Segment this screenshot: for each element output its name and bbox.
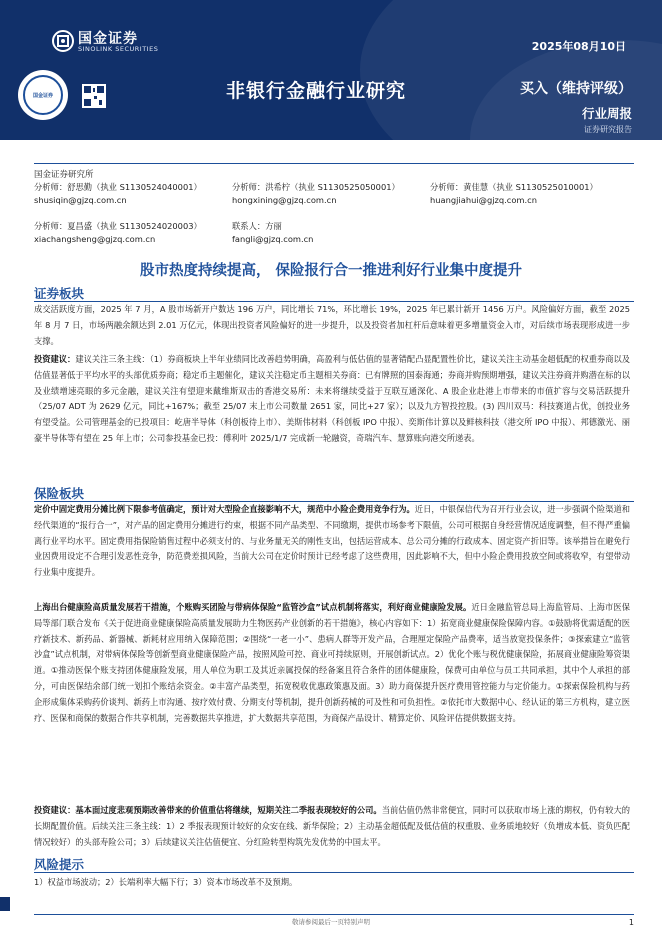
advice-label: 投资建议： [34, 354, 76, 364]
analyst-label: 联系人：方丽 [232, 221, 282, 231]
analyst-entry [232, 181, 400, 207]
advice-label: 投资建议：基本面过度悲观预期改善带来的价值重估将继续，短期关注二季报表现较好的公司。 [34, 805, 382, 815]
footer-disclaimer: 敬请参阅最后一页特别声明 [292, 918, 370, 926]
analyst-label: 分析师：洪希柠（执业 S1130525050001） [232, 182, 400, 192]
analyst-entry [34, 220, 202, 246]
report-date: 2025年08月10日 [531, 40, 626, 53]
section-title-securities: 证券板块 [34, 286, 85, 301]
header-divider [34, 163, 634, 164]
analyst-entry [430, 181, 598, 207]
report-type: 行业周报 [581, 106, 632, 121]
advice-text: 建议关注三条主线：（1）券商板块上半年业绩同比改善趋势明确，高盈利与低估值的显著错配凸显配置性价比，建议关注主动基金超低配的权重券商以及估值显著低于平均水平的头部优质券商；稳定币主题催化，建议关注稳定币主题相关券商：已有牌照的国泰海通；券商并购预期增强，建议关注券商并购潜在标的以及业绩增速亮眼的多元金融，建议关注有望迎来戴维斯双击的香港交易所：未来将继续受益于互联互通深化、A 股企业赴港上市带来的市值扩容与交易活跃提升（25/07 ADT 为 2629 亿元，同比+167%；截至 25/07 末上市公司数量 2651 家，同比+27 家）；以及九方智投控股。(3) 四川双马：科技赛道占优，创投业务有望受益。公司管理基金的已投项目：屹唐半导体（科创板待上市）、美斯伟材料（科创板 IPO 中报）、奕斯伟计算以及鲜核科技（港交所 IPO 中报）、邦德激光、丽豪半导体等有望在 25 年上市；公司参投基金已投：傅利叶 2025/1/7 完成新一轮融资，奇瑞汽车、慧算账向港交所递表。 [34, 354, 631, 443]
insurance-paragraph-shanghai [34, 600, 630, 726]
paragraph-text: 近日，中银保信代为召开行业会议，进一步强调个险渠道和经代渠道的“报行合一”，对产品的固定费用分摊进行约束，根据不同产品类型、不同缴期，提供市场参考下限值，公司可根据自身经营情况适度调整，但不得严重偏离行业平均水平。固定费用指保险销售过程中必须支付的、与业务量无关的刚性支出，包括运营成本、总公司分摊的行政成本、固定资产折旧等。该举措旨在避免行业因费用设定不合理引发恶性竞争，防范费差损风险，当前大公司在定价时预计已经考虑了这些费用，因此影响不大，但中小险企费用投放空间或将收窄，有望带动行业集中度提升。 [34, 504, 631, 578]
institute-name: 国金证券研究所 [34, 170, 94, 180]
insurance-investment-advice [34, 803, 630, 850]
page-number: 1 [628, 918, 634, 927]
securities-investment-advice [34, 352, 630, 447]
logo-english-name: SINOLINK SECURITIES [78, 45, 159, 53]
header-banner [0, 0, 662, 140]
section-divider [34, 872, 634, 873]
analyst-email[interactable]: shusiqin@gjzq.com.cn [34, 195, 127, 205]
analyst-label: 分析师：黄佳慧（执业 S1130525010001） [430, 182, 598, 192]
analyst-email[interactable]: hongxining@gjzq.com.cn [232, 195, 337, 205]
company-seal [18, 70, 68, 120]
analyst-email[interactable]: fangli@gjzq.com.cn [232, 234, 314, 244]
sinolink-logo-icon [52, 30, 74, 52]
section-title-risk: 风险提示 [34, 857, 85, 872]
risk-paragraph: 1）权益市场波动；2）长端利率大幅下行；3）资本市场改革不及预期。 [34, 877, 298, 887]
department-label: 证券研究报告 [584, 125, 632, 134]
logo-name: 国金证券 [78, 31, 138, 47]
report-title: 非银行金融行业研究 [226, 80, 407, 102]
analyst-entry [34, 181, 202, 207]
analyst-label: 分析师：夏昌盛（执业 S1130524020003） [34, 221, 202, 231]
footer-divider [34, 914, 634, 915]
seal-text: 国金证券 [32, 93, 53, 99]
advice-text: 当前估值仍然非常便宜，同时可以获取市场上涨的期权，仍有较大的长期配置价值。后续关注三条主线：1）2 季报表现预计较好的众安在线、新华保险；2）主动基金超低配及低估值的权重股、业务质地较好（负增成本低、资负匹配情况较好）的头部寿险公司；3）后续建议关注估值便宜、分红险转型构筑先发优势的中国太平。 [34, 805, 631, 847]
report-headline: 股市热度持续提高， 保险报行合一推进利好行业集中度提升 [139, 263, 523, 279]
rating: 买入（维持评级） [520, 81, 632, 97]
section-title-insurance: 保险板块 [34, 486, 85, 501]
paragraph-lead: 定价中固定费用分摊比例下限参考值确定，预计对大型险企直接影响不大，规范中小险企费用竞争行为。 [34, 504, 415, 514]
securities-paragraph: 成交活跃度方面，2025 年 7 月，A 股市场新开户数达 196 万户，同比增长 71%，环比增长 19%，2025 年已累计新开 1456 万户。风险偏好方面，截至 2025 年 8 月 7 日，市场两融余额达到 2.01 万亿元，体现出投资者风险偏好的进一步提升，以及投资者加杠杆后意味着更多增量资金入市，对后续市场表现形成进一步支撑。 [34, 304, 630, 346]
analyst-email[interactable]: huangjiahui@gjzq.com.cn [430, 195, 537, 205]
paragraph-text: 近日金融监管总局上海监管局、上海市医保局等部门联合发布《关于促进商业健康保险高质量发展助力生物医药产业创新的若干措施》，核心内容如下：1）拓宽商业健康保险保障内容。①鼓励将优需适配的医疗新技术、新药品、新器械、新耗材应用纳入保障范围；②围绕“一老一小”、患病人群等开发产品，合理厘定保险产品费率，适当放宽投保条件；③探索建立“监管沙盒”试点机制，对带病体保险等创新型商业健康保险产品，按照风险可控、商业可持续原则，开展创新试点。2）优化个账与税优健康保险，拓展商业健康险筹资渠道。①推动医保个账支持团体健康险发展，用人单位为职工及其近亲属投保的经备案且符合条件的团体健康险，保费可由单位与员工共同承担，其中个人承担的部分，可由医保结余部门统一划扣个账结余资金。②丰富产品类型，拓宽税收优惠政策惠及面。3）助力商保提升医疗费用管控能力与定价能力。①探索保险机构与药企形成集体采购药价谈判、新药上市沟通、按疗效付费、分期支付等机制，提升创新药械的可及性和可负担性。②依托市大数据中心、经认证的第三方机构，建立医疗、医保和商保的数据合作共享机制，完善数据共享推进，扩大数据共享范围，为商保产品设计、精算定价、风险评估提供数据支持。 [34, 602, 631, 723]
analyst-entry [232, 220, 313, 246]
insurance-paragraph-pricing [34, 502, 630, 581]
qr-code-icon [82, 84, 106, 108]
analyst-label: 分析师：舒思勤（执业 S1130524040001） [34, 182, 202, 192]
paragraph-lead: 上海出台健康险高质量发展若干措施，个账购买团险与带病体保险“监管沙盒”试点机制将落实，利好商业健康险发展。 [34, 602, 472, 612]
analyst-email[interactable]: xiachangsheng@gjzq.com.cn [34, 234, 156, 244]
page-corner-mark [0, 897, 10, 911]
